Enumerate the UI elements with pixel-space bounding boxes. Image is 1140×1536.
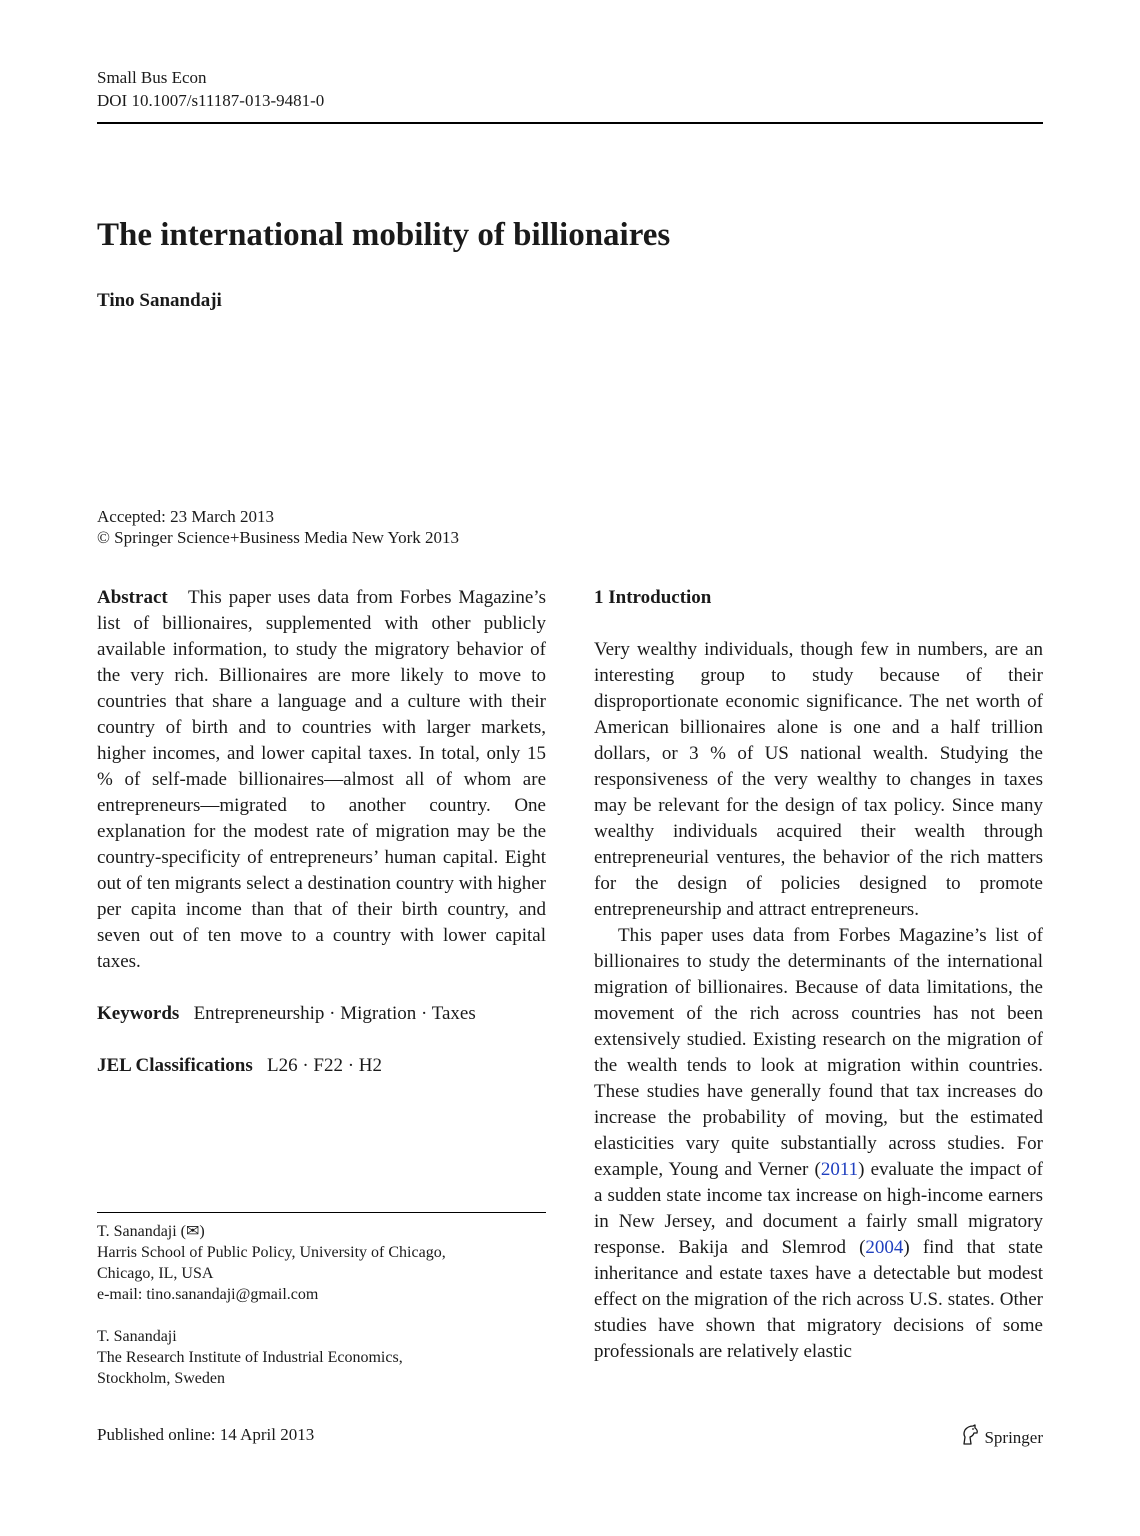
affiliation-name: T. Sanandaji [97, 1328, 177, 1345]
abstract-label: Abstract [97, 587, 168, 608]
article-dates [97, 506, 459, 548]
accepted-date: Accepted: 23 March 2013 [97, 507, 275, 526]
affiliation-line: Stockholm, Sweden [97, 1370, 225, 1387]
affiliations [97, 1221, 546, 1410]
keywords-text: Entrepreneurship · Migration · Taxes [193, 1003, 476, 1024]
citation-link[interactable]: 2004 [865, 1237, 904, 1258]
affiliation-1 [97, 1221, 546, 1305]
affiliation-name: T. Sanandaji (✉) [97, 1223, 205, 1240]
author-name: Tino Sanandaji [97, 290, 222, 311]
keywords [97, 1001, 546, 1027]
journal-name: Small Bus Econ [97, 68, 207, 87]
intro-text: ) evaluate the impact of a sudden state income tax increase on high-income earners in New Jersey, and document a fairly small migratory response. Bakija and Slemrod ( [594, 1159, 1043, 1258]
published-date: Published online: 14 April 2013 [97, 1425, 315, 1444]
jel-text: L26 · F22 · H2 [266, 1055, 383, 1076]
jel-classifications [97, 1053, 546, 1079]
springer-horse-icon [960, 1424, 980, 1451]
paper-title: The international mobility of billionaires [97, 217, 671, 253]
intro-paragraph-2 [594, 923, 1043, 1365]
publisher-name: Springer [984, 1427, 1043, 1447]
keywords-label: Keywords [97, 1003, 180, 1024]
right-column [594, 585, 1043, 1365]
footnote-rule [97, 1212, 546, 1213]
citation-link[interactable]: 2011 [820, 1159, 859, 1180]
journal-header [97, 66, 324, 112]
affiliation-email[interactable]: e-mail: tino.sanandaji@gmail.com [97, 1286, 319, 1303]
doi: DOI 10.1007/s11187-013-9481-0 [97, 91, 325, 110]
abstract [97, 585, 546, 975]
intro-text: ) find that state inheritance and estate taxes have a detectable but modest effect on the migration of the rich across U.S. states. Other studies have shown that migratory decisions of some professionals are relatively elastic [594, 1237, 1043, 1362]
abstract-text: This paper uses data from Forbes Magazine’s list of billionaires, supplemented with other publicly available information, to study the migratory behavior of the very rich. Billionaires are more likely to move to countries that share a language and a culture with their country of birth and to countries with larger markets, higher incomes, and lower capital taxes. In total, only 15 % of self-made billionaires—almost all of whom are entrepreneurs—migrated to another country. One explanation for the modest rate of migration may be the country-specificity of entrepreneurs’ human capital. Eight out of ten migrants select a destination country with higher per capita income than that of their birth country, and seven out of ten move to a country with lower capital taxes. [97, 587, 546, 972]
left-column [97, 585, 546, 1079]
section-heading: 1 Introduction [594, 587, 712, 608]
affiliation-line: Harris School of Public Policy, University of Chicago, [97, 1244, 446, 1261]
affiliation-line: Chicago, IL, USA [97, 1265, 214, 1282]
jel-label: JEL Classifications [97, 1055, 253, 1076]
affiliation-line: The Research Institute of Industrial Economics, [97, 1349, 403, 1366]
copyright-line: © Springer Science+Business Media New York 2013 [97, 528, 459, 547]
intro-paragraph-1: Very wealthy individuals, though few in numbers, are an interesting group to study because of their disproportionate economic significance. The net worth of American billionaires alone is one and a half trillion dollars, or 3 % of US national wealth. Studying the responsiveness of the very wealthy to changes in taxes may be relevant for the design of tax policy. Since many wealthy individuals acquired their wealth through entrepreneurial ventures, the behavior of the rich matters for the design of policies designed to promote entrepreneurship and attract entrepreneurs. [594, 639, 1043, 920]
header-rule [97, 122, 1043, 124]
intro-text: This paper uses data from Forbes Magazine’s list of billionaires to study the determinants of the international migration of billionaires. Because of data limitations, the movement of the rich across countries has not been extensively studied. Existing research on the migration of the wealth tends to look at migration within countries. These studies have generally found that tax increases do increase the probability of moving, but the estimated elasticities vary quite substantially across studies. For example, Young and Verner ( [594, 925, 1043, 1180]
publisher-logo [960, 1424, 1043, 1451]
affiliation-2 [97, 1326, 546, 1389]
